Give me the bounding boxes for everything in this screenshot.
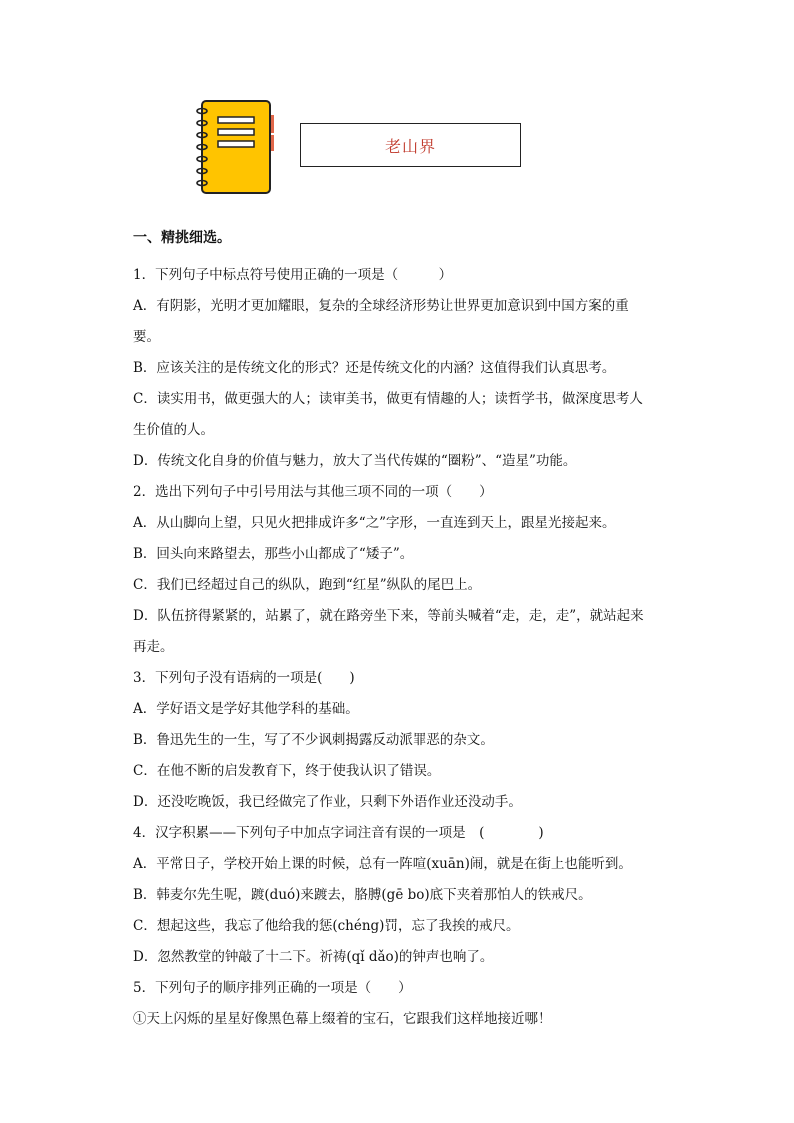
question-stem: 1．下列句子中标点符号使用正确的一项是（ ） (133, 267, 453, 283)
option-b: B．应该关注的是传统文化的形式？还是传统文化的内涵？这值得我们认真思考。 (133, 360, 616, 376)
option-b: B．韩麦尔先生呢，踱(duó)来踱去，胳膊(gē bo)底下夹着那怕人的铁戒尺。 (133, 887, 592, 903)
option-c-continued: 生价值的人。 (133, 422, 214, 438)
question-stem: 5．下列句子的顺序排列正确的一项是（ ） (133, 980, 412, 996)
option-a: A．从山脚向上望，只见火把排成许多“之”字形，一直连到天上，跟星光接起来。 (133, 515, 616, 531)
question-2 (133, 477, 663, 663)
option-d: D．忽然教堂的钟敲了十二下。祈祷(qǐ dǎo)的钟声也响了。 (133, 949, 494, 965)
option-c: C．想起这些，我忘了他给我的惩(chéng)罚，忘了我挨的戒尺。 (133, 918, 520, 934)
option-c: C．在他不断的启发教育下，终于使我认识了错误。 (133, 763, 441, 779)
option-d: D．传统文化自身的价值与魅力，放大了当代传媒的“圈粉”、“造星”功能。 (133, 453, 577, 469)
sentence-1: ①天上闪烁的星星好像黑色幕上缀着的宝石，它跟我们这样地接近哪！ (133, 1011, 552, 1027)
option-d: D．还没吃晚饭，我已经做完了作业，只剩下外语作业还没动手。 (133, 794, 522, 810)
page-title: 老山界 (384, 136, 436, 156)
question-stem: 2．选出下列句子中引号用法与其他三项不同的一项（ ） (133, 484, 493, 500)
question-1 (133, 260, 663, 477)
option-d-continued: 再走。 (133, 639, 174, 655)
option-c: C．读实用书，做更强大的人；读审美书，做更有情趣的人；读哲学书，做深度思考人 (133, 391, 643, 407)
question-4 (133, 818, 663, 973)
option-a: A．学好语文是学好其他学科的基础。 (133, 701, 359, 717)
section-heading: 一、精挑细选。 (133, 230, 231, 246)
question-stem: 3．下列句子没有语病的一项是( ) (133, 670, 355, 686)
option-c: C．我们已经超过自己的纵队，跑到“红星”纵队的尾巴上。 (133, 577, 482, 593)
question-5 (133, 973, 663, 1035)
option-a: A．有阴影，光明才更加耀眼，复杂的全球经济形势让世界更加意识到中国方案的重 (133, 298, 629, 314)
question-stem: 4．汉字积累——下列句子中加点字词注音有误的一项是 ( ) (133, 825, 544, 841)
option-b: B．鲁迅先生的一生，写了不少讽刺揭露反动派罪恶的杂文。 (133, 732, 494, 748)
option-d: D．队伍挤得紧紧的，站累了，就在路旁坐下来，等前头喊着“走，走，走”，就站起来 (133, 608, 644, 624)
option-a: A．平常日子，学校开始上课的时候，总有一阵喧(xuān)闹，就是在街上也能听到。 (133, 856, 632, 872)
option-b: B．回头向来路望去，那些小山都成了“矮子”。 (133, 546, 414, 562)
question-3 (133, 663, 663, 818)
notebook-icon (196, 99, 276, 196)
question-content (133, 226, 663, 1035)
option-a-continued: 要。 (133, 329, 160, 345)
title-box (300, 123, 521, 167)
